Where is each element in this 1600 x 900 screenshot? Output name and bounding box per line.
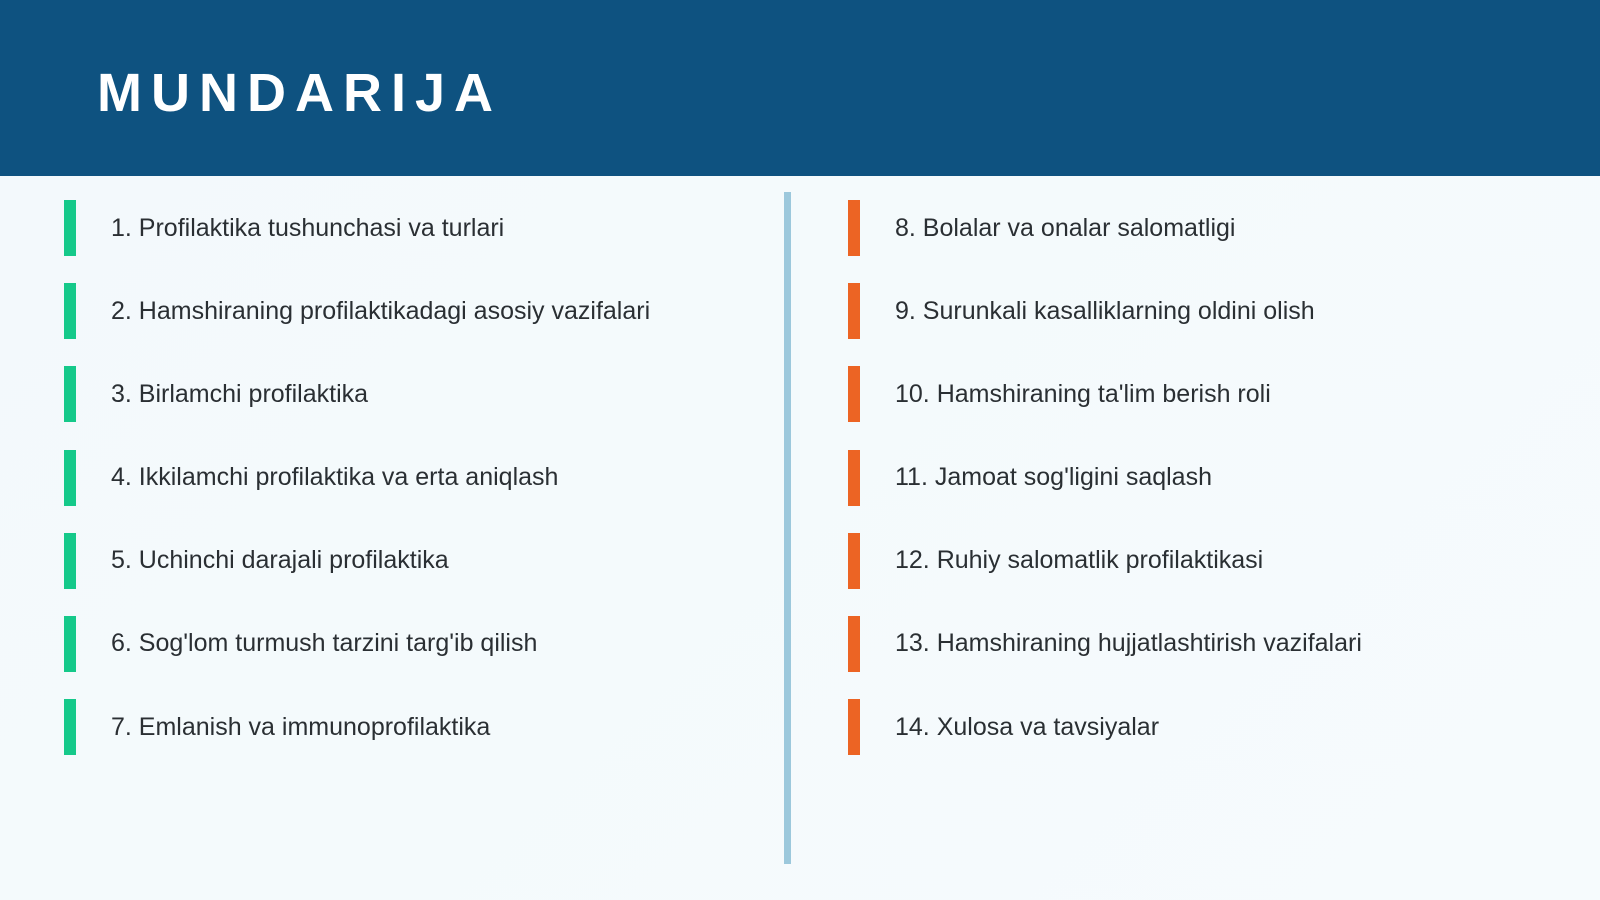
toc-item-label: 10. Hamshiraning ta'lim berish roli [895,379,1271,408]
accent-bar [848,450,860,506]
toc-item [848,366,1568,422]
toc-item-label: 3. Birlamchi profilaktika [111,379,369,408]
toc-item [64,200,764,256]
header-banner [0,0,1600,176]
accent-bar [848,699,860,755]
toc-item-label: 4. Ikkilamchi profilaktika va erta aniqlash [111,463,559,492]
toc-item-label: 14. Xulosa va tavsiyalar [895,712,1160,741]
toc-item [848,533,1568,589]
toc-item [64,699,764,755]
page-title: MUNDARIJA [97,63,502,123]
toc-item [848,450,1568,506]
accent-bar [64,450,76,506]
toc-item [64,616,764,672]
column-divider [784,192,791,864]
accent-bar [64,200,76,256]
toc-item [64,366,764,422]
toc-item-label: 8. Bolalar va onalar salomatligi [895,213,1236,242]
accent-bar [848,200,860,256]
toc-item [848,616,1568,672]
toc-item-label: 1. Profilaktika tushunchasi va turlari [111,213,505,242]
accent-bar [848,533,860,589]
toc-item [848,699,1568,755]
accent-bar [64,616,76,672]
toc-item [64,450,764,506]
toc-item [848,200,1568,256]
toc-item [64,283,764,339]
accent-bar [848,283,860,339]
toc-item [64,533,764,589]
accent-bar [64,366,76,422]
toc-left-column [64,200,764,782]
accent-bar [848,366,860,422]
toc-item-label: 7. Emlanish va immunoprofilaktika [111,712,491,741]
toc-item-label: 13. Hamshiraning hujjatlashtirish vazifalari [895,629,1362,658]
toc-item [848,283,1568,339]
accent-bar [64,283,76,339]
toc-item-label: 12. Ruhiy salomatlik profilaktikasi [895,546,1264,575]
accent-bar [64,699,76,755]
toc-item-label: 2. Hamshiraning profilaktikadagi asosiy vazifalari [111,296,651,325]
toc-item-label: 11. Jamoat sog'ligini saqlash [895,463,1212,492]
toc-item-label: 6. Sog'lom turmush tarzini targ'ib qilish [111,629,538,658]
toc-right-column [848,200,1568,782]
toc-item-label: 9. Surunkali kasalliklarning oldini olish [895,296,1315,325]
accent-bar [64,533,76,589]
toc-item-label: 5. Uchinchi darajali profilaktika [111,546,449,575]
accent-bar [848,616,860,672]
